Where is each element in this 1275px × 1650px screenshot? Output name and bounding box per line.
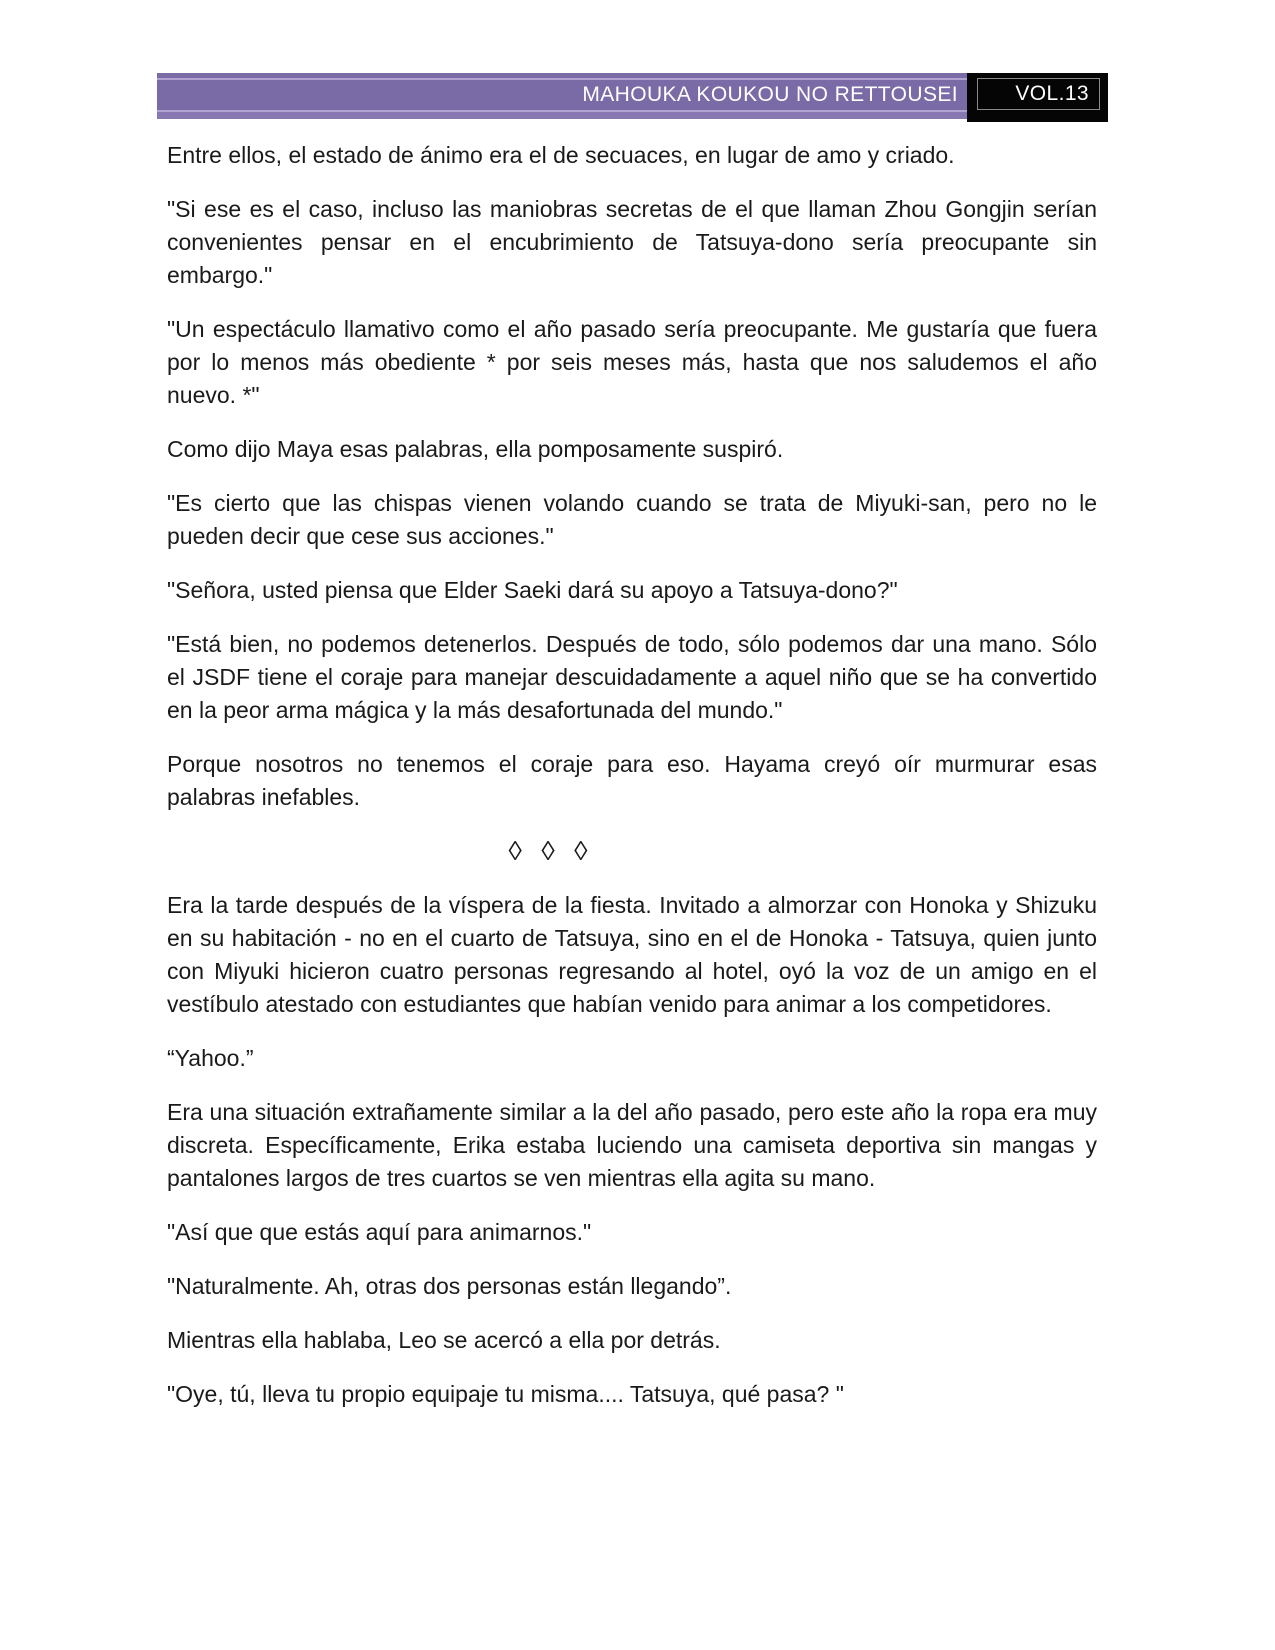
volume-label: VOL.13 [1015, 82, 1089, 105]
paragraph: "Es cierto que las chispas vienen volando cuando se trata de Miyuki-san, pero no le pueden decir que cese sus acciones." [167, 490, 1097, 549]
paragraph: "Está bien, no podemos detenerlos. Después de todo, sólo podemos dar una mano. Sólo el JSDF tiene el coraje para manejar descuidadamente a aquel niño que se ha convertido en la peor arma mágica y la más desafortunada del mundo." [167, 631, 1097, 723]
paragraph: "Oye, tú, lleva tu propio equipaje tu misma.... Tatsuya, qué pasa? " [167, 1381, 844, 1407]
paragraph: "Un espectáculo llamativo como el año pasado sería preocupante. Me gustaría que fuera por lo menos más obediente * por seis meses más, hasta que nos saludemos el año nuevo. *" [167, 316, 1097, 408]
paragraph: Era la tarde después de la víspera de la fiesta. Invitado a almorzar con Honoka y Shizuku en su habitación - no en el cuarto de Tatsuya, sino en el de Honoka - Tatsuya, quien junto con Miyuki hicieron cuatro personas regresando al hotel, oyó la voz de un amigo en el vestíbulo atestado con estudiantes que habían venido para animar a los competidores. [167, 892, 1097, 1017]
paragraph: "Así que que estás aquí para animarnos." [167, 1219, 592, 1245]
paragraph: Mientras ella hablaba, Leo se acercó a ella por detrás. [167, 1327, 721, 1353]
paragraph: "Naturalmente. Ah, otras dos personas están llegando”. [167, 1273, 732, 1299]
volume-badge-frame [977, 78, 1100, 110]
paragraph: Como dijo Maya esas palabras, ella pomposamente suspiró. [167, 436, 784, 462]
page-header-bar [157, 73, 1108, 122]
paragraph: Entre ellos, el estado de ánimo era el de secuaces, en lugar de amo y criado. [167, 142, 955, 168]
paragraph: Porque nosotros no tenemos el coraje para eso. Hayama creyó oír murmurar esas palabras inefables. [167, 751, 1097, 810]
section-divider: ◊ ◊ ◊ [508, 836, 594, 866]
body-text [167, 139, 1097, 1411]
paragraph: Era una situación extrañamente similar a la del año pasado, pero este año la ropa era muy discreta. Específicamente, Erika estaba luciendo una camiseta deportiva sin mangas y pantalones largos de tres cuartos se ven mientras ella agita su mano. [167, 1099, 1097, 1191]
header-title: MAHOUKA KOUKOU NO RETTOUSEI [582, 83, 958, 106]
paragraph: "Señora, usted piensa que Elder Saeki dará su apoyo a Tatsuya-dono?" [167, 577, 898, 603]
paragraph: “Yahoo.” [167, 1045, 254, 1071]
header-title-band [157, 73, 967, 119]
volume-badge [967, 73, 1108, 122]
paragraph: "Si ese es el caso, incluso las maniobras secretas de el que llaman Zhou Gongjin serían convenientes pensar en el encubrimiento de Tatsuya-dono sería preocupante sin embargo." [167, 196, 1097, 288]
